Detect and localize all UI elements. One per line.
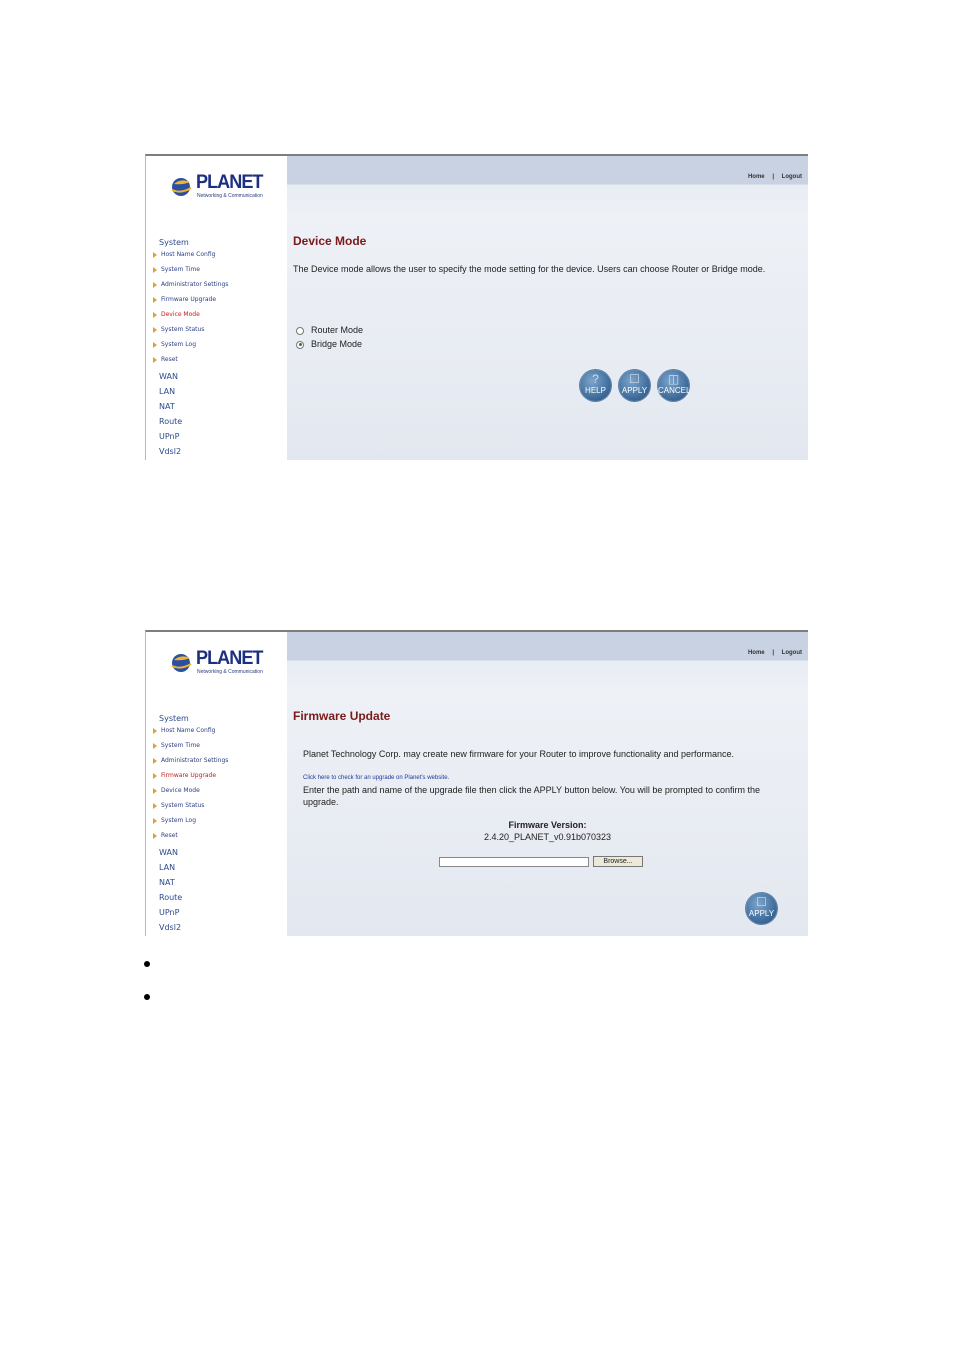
radio-router-mode[interactable]: [296, 327, 304, 335]
trash-icon: ◫: [667, 372, 680, 386]
arrow-icon: [153, 327, 157, 333]
sidebar-section-vdsl2[interactable]: Vdsl2: [159, 923, 182, 932]
logout-link[interactable]: Logout: [781, 650, 802, 656]
apply-button[interactable]: ☐ APPLY: [746, 893, 777, 924]
sidebar-item-device-mode[interactable]: Device Mode: [153, 787, 200, 797]
sidebar-system-heading[interactable]: System: [159, 714, 189, 723]
brand-name: PLANET: [196, 648, 263, 669]
arrow-icon: [153, 728, 157, 734]
globe-icon: [170, 651, 194, 673]
sidebar-section-nat[interactable]: NAT: [159, 878, 175, 887]
sidebar-section-lan[interactable]: LAN: [159, 387, 176, 396]
sidebar-section-route[interactable]: Route: [159, 417, 183, 426]
sidebar-item-device-mode[interactable]: Device Mode: [153, 311, 200, 321]
firmware-instructions: Enter the path and name of the upgrade file then click the APPLY button below. You will be prompted to confirm the upgrade.: [303, 785, 760, 807]
firmware-file-input[interactable]: [439, 857, 589, 867]
sidebar-item-reset[interactable]: Reset: [153, 356, 178, 366]
page-title: Firmware Update: [293, 709, 391, 723]
help-button[interactable]: ? HELP: [580, 370, 611, 401]
sidebar: [146, 156, 287, 460]
question-icon: ?: [592, 372, 599, 386]
sidebar-item-host-name-config[interactable]: Host Name Config: [153, 251, 215, 261]
arrow-icon: [153, 788, 157, 794]
arrow-icon: [153, 342, 157, 348]
bullet-point: [144, 994, 150, 1000]
sidebar-item-reset[interactable]: Reset: [153, 832, 178, 842]
router-mode-option[interactable]: Router Mode: [296, 325, 363, 335]
content-panel: [287, 156, 808, 460]
sidebar-item-system-log[interactable]: System Log: [153, 817, 196, 827]
arrow-icon: [153, 312, 157, 318]
page-title: Device Mode: [293, 234, 367, 248]
sidebar-section-upnp[interactable]: UPnP: [159, 432, 180, 441]
arrow-icon: [153, 282, 157, 288]
sidebar-section-lan[interactable]: LAN: [159, 863, 176, 872]
sidebar-section-wan[interactable]: WAN: [159, 372, 178, 381]
arrow-icon: [153, 252, 157, 258]
arrow-icon: [153, 297, 157, 303]
sidebar-item-host-name-config[interactable]: Host Name Config: [153, 727, 215, 737]
brand-tagline: Networking & Communication: [197, 193, 263, 199]
firmware-version-label: Firmware Version:: [508, 820, 587, 830]
planet-logo: [170, 172, 270, 202]
home-link[interactable]: Home: [747, 174, 765, 180]
brand-name: PLANET: [196, 172, 263, 193]
globe-icon: [170, 175, 194, 197]
sidebar-item-system-log[interactable]: System Log: [153, 341, 196, 351]
browse-button[interactable]: Browse...: [593, 856, 643, 867]
sidebar-item-system-status[interactable]: System Status: [153, 326, 204, 336]
screenshot-device-mode: [145, 154, 808, 460]
cancel-button[interactable]: ◫ CANCEL: [658, 370, 689, 401]
arrow-icon: [153, 743, 157, 749]
sidebar-system-heading[interactable]: System: [159, 238, 189, 247]
apply-icon: ☐: [756, 895, 767, 909]
apply-button[interactable]: ☐ APPLY: [619, 370, 650, 401]
sidebar-item-system-status[interactable]: System Status: [153, 802, 204, 812]
top-nav: [742, 650, 802, 656]
arrow-icon: [153, 818, 157, 824]
sidebar-item-administrator-settings[interactable]: Administrator Settings: [153, 757, 228, 767]
home-link[interactable]: Home: [747, 650, 765, 656]
screenshot-firmware-update: [145, 630, 808, 936]
upgrade-check-link[interactable]: Click here to check for an upgrade on Planet's website.: [303, 775, 450, 781]
sidebar-section-route[interactable]: Route: [159, 893, 183, 902]
arrow-icon: [153, 833, 157, 839]
bullet-point: [144, 961, 150, 967]
sidebar: [146, 632, 287, 936]
device-mode-description: The Device mode allows the user to specify the mode setting for the device. Users can choose Router or Bridge mode.: [293, 264, 766, 274]
top-nav: [742, 174, 802, 180]
sidebar-section-wan[interactable]: WAN: [159, 848, 178, 857]
arrow-icon: [153, 803, 157, 809]
arrow-icon: [153, 758, 157, 764]
sidebar-item-administrator-settings[interactable]: Administrator Settings: [153, 281, 228, 291]
sidebar-section-vdsl2[interactable]: Vdsl2: [159, 447, 182, 456]
bridge-mode-option[interactable]: Bridge Mode: [296, 339, 362, 349]
brand-tagline: Networking & Communication: [197, 669, 263, 675]
top-nav-separator: |: [772, 174, 774, 180]
logout-link[interactable]: Logout: [781, 174, 802, 180]
radio-bridge-mode[interactable]: [296, 341, 304, 349]
sidebar-item-system-time[interactable]: System Time: [153, 266, 200, 276]
arrow-icon: [153, 773, 157, 779]
firmware-version-value: 2.4.20_PLANET_v0.91b070323: [483, 832, 612, 842]
sidebar-item-system-time[interactable]: System Time: [153, 742, 200, 752]
sidebar-item-firmware-upgrade[interactable]: Firmware Upgrade: [153, 296, 216, 306]
apply-icon: ☐: [629, 372, 640, 386]
arrow-icon: [153, 267, 157, 273]
sidebar-section-upnp[interactable]: UPnP: [159, 908, 180, 917]
planet-logo: [170, 648, 270, 678]
arrow-icon: [153, 357, 157, 363]
top-nav-separator: |: [772, 650, 774, 656]
sidebar-section-nat[interactable]: NAT: [159, 402, 175, 411]
firmware-intro: Planet Technology Corp. may create new firmware for your Router to improve functionality and performance.: [303, 749, 735, 759]
sidebar-item-firmware-upgrade[interactable]: Firmware Upgrade: [153, 772, 216, 782]
content-panel: [287, 632, 808, 936]
